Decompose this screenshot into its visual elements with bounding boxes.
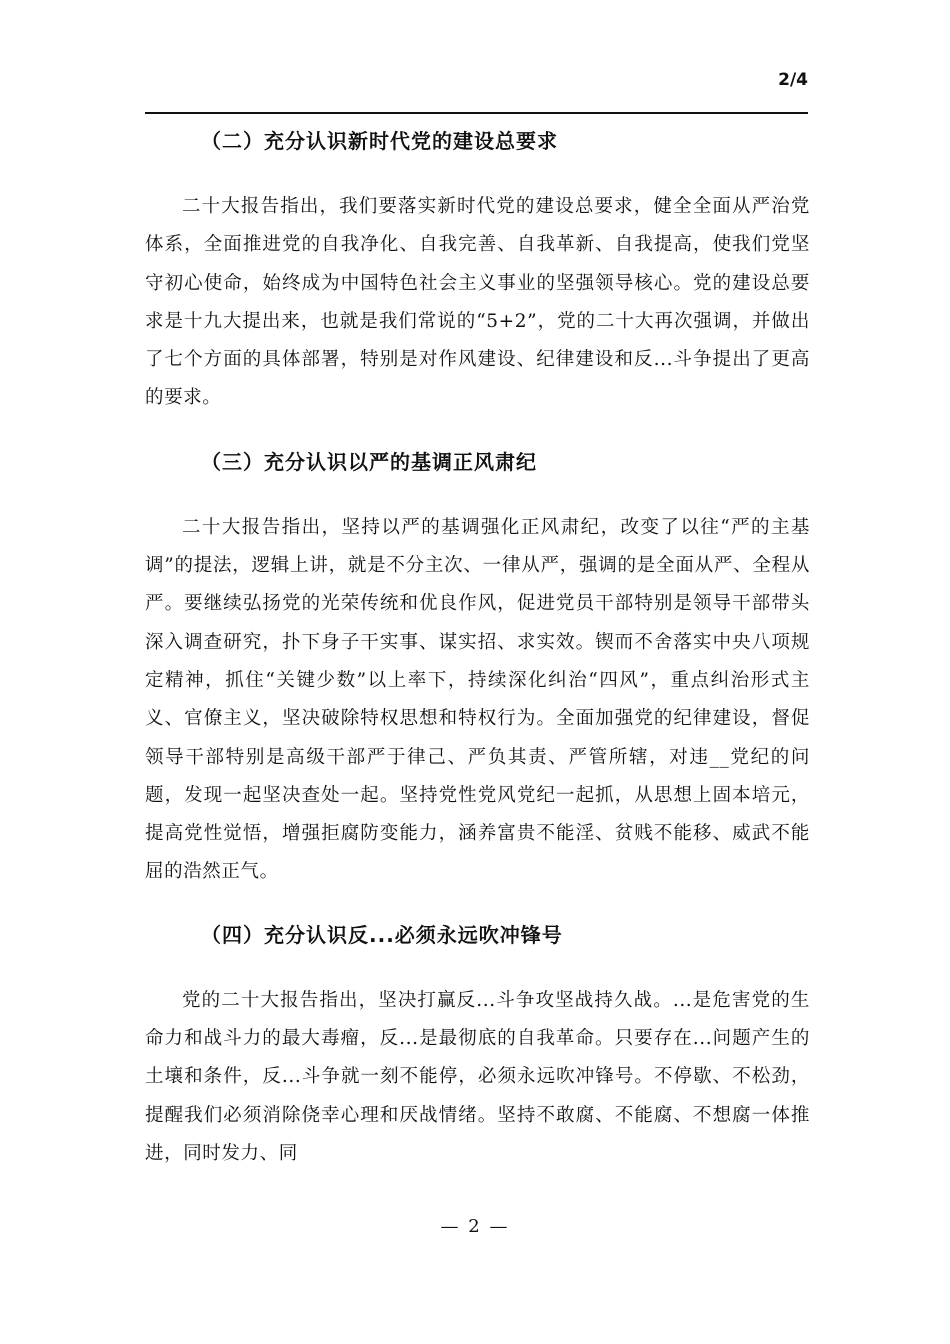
- spacer: [145, 485, 810, 509]
- page-number-footer: — 2 —: [440, 1216, 510, 1237]
- page-indicator: 2/4: [778, 70, 808, 90]
- spacer: [145, 958, 810, 982]
- spacer: [145, 892, 810, 912]
- header-rule: [145, 112, 808, 114]
- section-heading-2: （二）充分认识新时代党的建设总要求: [201, 129, 558, 153]
- document-body: [145, 118, 810, 1173]
- spacer: [145, 164, 810, 188]
- section-paragraph-3: 二十大报告指出，坚持以严的基调强化正风肃纪，改变了以往“严的主基调”的提法，逻辑上讲，就是不分主次、一律从严，强调的是全面从严、全程从严。要继续弘扬党的光荣传统和优良作风，促进党员干部特别是领导干部带头深入调查研究，扑下身子干实事、谋实招、求实效。锲而不舍落实中央八项规定精神，抓住“关键少数”以上率下，持续深化纠治“四风”，重点纠治形式主义、官僚主义，坚决破除特权思想和特权行为。全面加强党的纪律建设，督促领导干部特别是高级干部严于律己、严负其责、严管所辖，对违__党纪的问题，发现一起坚决查处一起。坚持党性党风党纪一起抓，从思想上固本培元，提高党性觉悟，增强拒腐防变能力，涵养富贵不能淫、贫贱不能移、威武不能屈的浩然正气。: [145, 516, 810, 883]
- section-heading-3: （三）充分认识以严的基调正风肃纪: [201, 449, 537, 474]
- section-paragraph-4: 党的二十大报告指出，坚决打赢反...斗争攻坚战持久战。...是危害党的生命力和战斗力的最大毒瘤，反...是最彻底的自我革命。只要存在...问题产生的土壤和条件，反...斗争就一刻不能停，必须永远吹冲锋号。不停歇、不松劲，提醒我们必须消除侥幸心理和厌战情绪。坚持不敢腐、不能腐、不想腐一体推进，同时发力、同: [145, 989, 810, 1164]
- spacer: [145, 418, 810, 439]
- section-heading-4: （四）充分认识反...必须永远吹冲锋号: [201, 922, 563, 947]
- section-paragraph-2: 二十大报告指出，我们要落实新时代党的建设总要求，健全全面从严治党体系，全面推进党的自我净化、自我完善、自我革新、自我提高，使我们党坚守初心使命，始终成为中国特色社会主义事业的坚强领导核心。党的建设总要求是十九大提出来，也就是我们常说的“5+2”，党的二十大再次强调，并做出了七个方面的具体部署，特别是对作风建设、纪律建设和反...斗争提出了更高的要求。: [145, 196, 810, 409]
